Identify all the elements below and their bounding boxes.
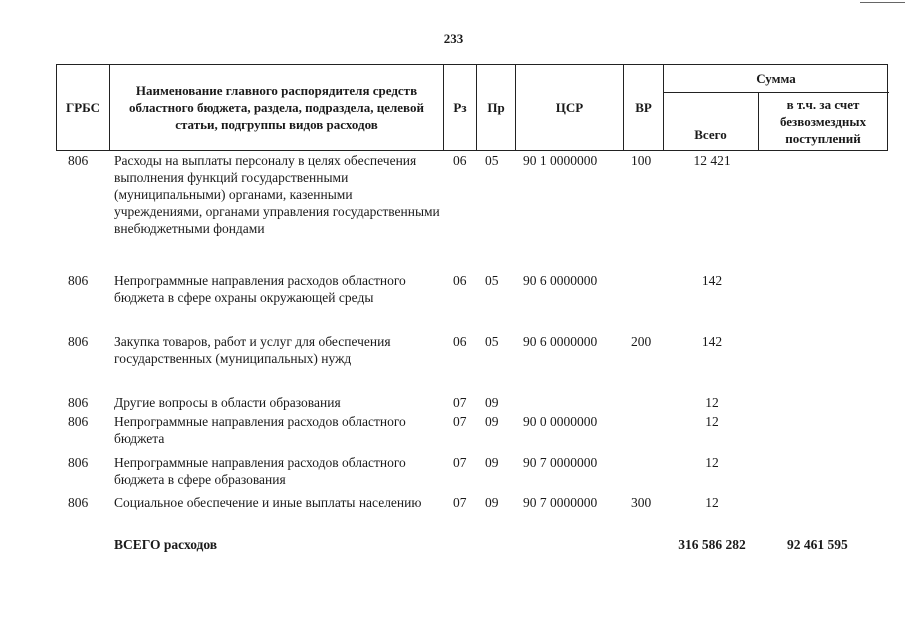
cell-name: Непрограммные направления расходов областного бюджета [114, 414, 406, 446]
cell-rz: 07 [453, 495, 467, 510]
header-rz: Рз [453, 100, 467, 115]
cell-vsego: 12 [705, 495, 719, 510]
header-vr: ВР [635, 100, 652, 115]
cell-csr: 90 1 0000000 [523, 153, 598, 168]
cell-name: Непрограммные направления расходов областного бюджета в сфере образования [114, 455, 406, 487]
cell-rz: 06 [453, 153, 467, 168]
cell-pr: 05 [485, 334, 499, 349]
header-vsego: Всего [694, 127, 727, 142]
cell-pr: 09 [485, 395, 499, 410]
cell-rz: 07 [453, 395, 467, 410]
total-label: ВСЕГО расходов [114, 537, 218, 552]
cell-grbs: 806 [68, 495, 89, 510]
cell-csr: 90 6 0000000 [523, 273, 598, 288]
cell-csr: 90 7 0000000 [523, 495, 598, 510]
cell-vr: 300 [631, 495, 652, 510]
cell-pr: 09 [485, 455, 499, 470]
header-csr: ЦСР [555, 100, 584, 115]
cell-pr: 05 [485, 153, 499, 168]
cell-vsego: 12 [705, 455, 719, 470]
cell-rz: 07 [453, 414, 467, 429]
cell-vr: 100 [631, 153, 652, 168]
header-summa: Сумма [756, 70, 796, 86]
header-bezvozm: в т.ч. за счет безвозмездных поступлений [779, 97, 867, 146]
cell-grbs: 806 [68, 414, 89, 429]
cell-grbs: 806 [68, 455, 89, 470]
cell-vsego: 142 [701, 334, 723, 349]
cell-pr: 09 [485, 495, 499, 510]
cell-name: Социальное обеспечение и иные выплаты населению [114, 495, 422, 510]
cell-vr: 200 [631, 334, 652, 349]
cell-name: Расходы на выплаты персоналу в целях обеспечения выполнения функций государственными (муниципальными) органами, казенными учреждениями, органами управления государственными внебюджетными фондами [114, 153, 440, 236]
cell-vsego: 12 [705, 395, 719, 410]
cell-rz: 06 [453, 334, 467, 349]
cell-grbs: 806 [68, 334, 89, 349]
cell-grbs: 806 [68, 395, 89, 410]
cell-csr: 90 6 0000000 [523, 334, 598, 349]
cell-rz: 07 [453, 455, 467, 470]
cell-name: Другие вопросы в области образования [114, 395, 341, 410]
scan-edge-mark [860, 2, 905, 3]
cell-pr: 09 [485, 414, 499, 429]
total-vsego: 316 586 282 [678, 537, 746, 552]
page-number: 233 [443, 31, 464, 46]
cell-rz: 06 [453, 273, 467, 288]
cell-vsego: 142 [701, 273, 723, 288]
header-pr: Пр [487, 100, 505, 115]
cell-csr: 90 7 0000000 [523, 455, 598, 470]
cell-name: Непрограммные направления расходов областного бюджета в сфере охраны окружающей среды [114, 273, 406, 305]
total-bezvozm: 92 461 595 [787, 537, 848, 552]
cell-name: Закупка товаров, работ и услуг для обеспечения государственных (муниципальных) нужд [114, 334, 391, 366]
cell-grbs: 806 [68, 273, 89, 288]
table-header [56, 64, 888, 151]
cell-vsego: 12 421 [693, 153, 731, 168]
cell-grbs: 806 [68, 153, 89, 168]
cell-csr: 90 0 0000000 [523, 414, 598, 429]
cell-vsego: 12 [705, 414, 719, 429]
header-name: Наименование главного распорядителя средств областного бюджета, раздела, подраздела, целевой статьи, подгруппы видов расходов [129, 83, 424, 132]
cell-pr: 05 [485, 273, 499, 288]
header-grbs: ГРБС [65, 100, 101, 115]
